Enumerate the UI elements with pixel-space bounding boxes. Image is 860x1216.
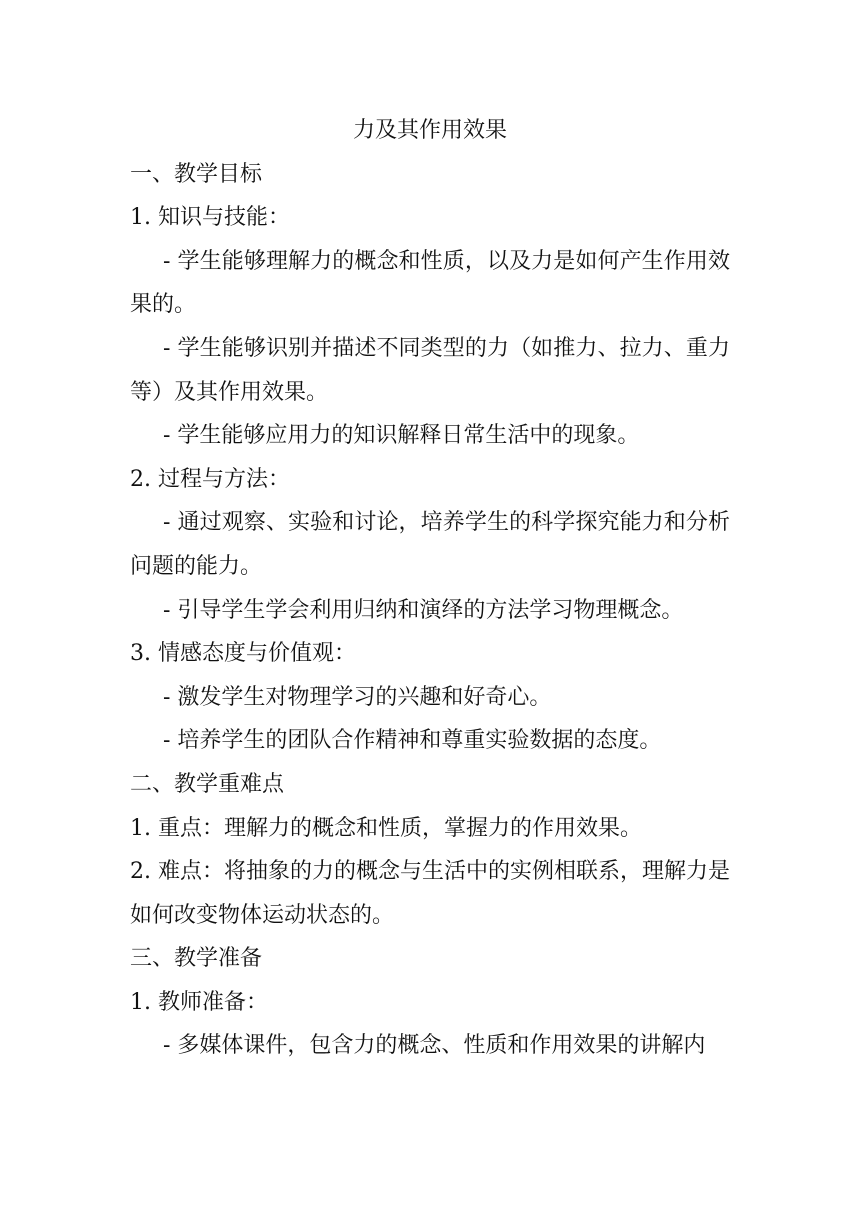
document-body (130, 109, 730, 1068)
bullet-item: - 培养学生的团队合作精神和尊重实验数据的态度。 (163, 728, 662, 754)
subheading-teacher-preparation: 1. 教师准备： (130, 989, 268, 1015)
bullet-item: - 学生能够理解力的概念和性质，以及力是如何产生作用效果的。 (130, 248, 730, 318)
bullet-item: - 引导学生学会利用归纳和演绎的方法学习物理概念。 (163, 597, 684, 623)
section-heading-key-points: 二、教学重难点 (130, 771, 285, 797)
subheading-knowledge-skills: 1. 知识与技能： (130, 205, 290, 231)
bullet-item: - 激发学生对物理学习的兴趣和好奇心。 (163, 684, 552, 710)
section-heading-preparation: 三、教学准备 (130, 946, 263, 972)
bullet-item: - 学生能够应用力的知识解释日常生活中的现象。 (163, 423, 640, 449)
difficult-point-item: 2. 难点：将抽象的力的概念与生活中的实例相联系，理解力是如何改变物体运动状态的。 (130, 859, 730, 928)
subheading-attitudes-values: 3. 情感态度与价值观： (130, 641, 356, 667)
bullet-item: - 学生能够识别并描述不同类型的力（如推力、拉力、重力等）及其作用效果。 (130, 335, 730, 405)
document-title: 力及其作用效果 (352, 118, 507, 143)
bullet-item: - 多媒体课件，包含力的概念、性质和作用效果的讲解内 (163, 1033, 706, 1059)
bullet-item: - 通过观察、实验和讨论，培养学生的科学探究能力和分析问题的能力。 (130, 510, 730, 579)
section-heading-objectives: 一、教学目标 (130, 161, 263, 187)
subheading-process-methods: 2. 过程与方法： (130, 466, 290, 492)
key-point-item: 1. 重点：理解力的概念和性质，掌握力的作用效果。 (130, 815, 642, 841)
